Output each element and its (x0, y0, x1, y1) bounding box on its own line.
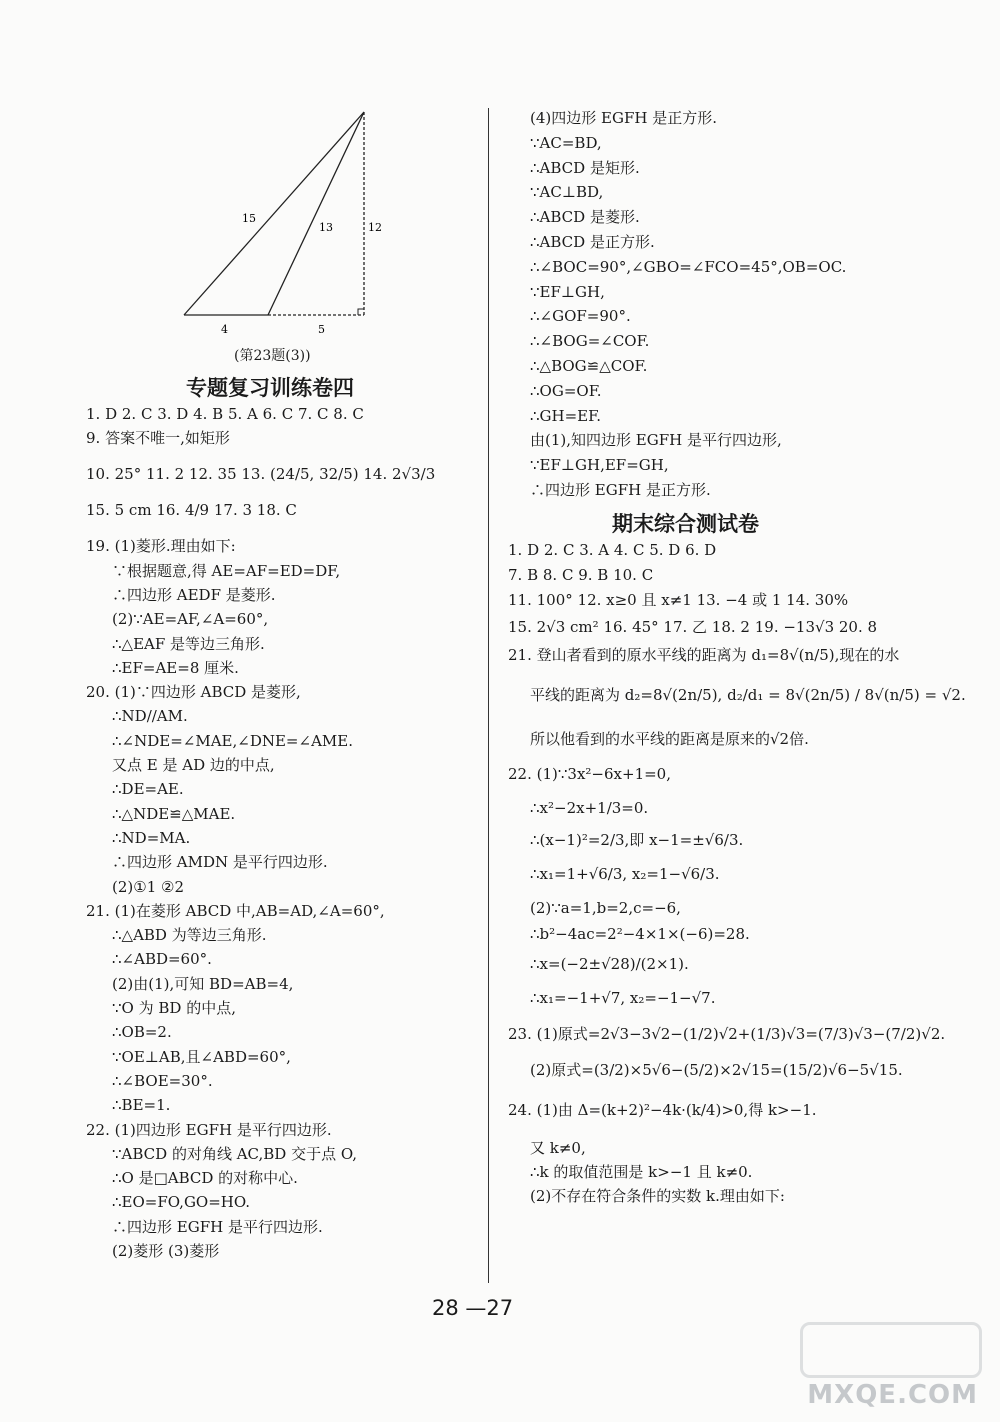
answer-line: (2)∵a=1,b=2,c=−6, (530, 899, 681, 917)
watermark-text: MXQE.COM (807, 1380, 978, 1410)
label-13: 13 (319, 221, 333, 234)
answer-line: (2)由(1),可知 BD=AB=4, (112, 974, 294, 993)
answer-line: ∴∠BOC=90°,∠GBO=∠FCO=45°,OB=OC. (530, 257, 847, 276)
answer-line: ∴ABCD 是正方形. (530, 233, 655, 251)
answer-line: ∴∠ABD=60°. (112, 950, 212, 969)
answer-line: ∴DE=AE. (112, 780, 184, 799)
figure-caption: (第23题(3)) (234, 348, 311, 364)
answer-line: (4)四边形 EGFH 是正方形. (530, 109, 717, 127)
answer-line: ∴ND//AM. (112, 707, 188, 726)
hypotenuse-13 (268, 112, 364, 315)
answer-line: 19. (1)菱形.理由如下: (86, 537, 236, 556)
hypotenuse-15 (184, 112, 364, 315)
answer-line: ∴OB=2. (112, 1023, 172, 1042)
section-title-final-exam: 期末综合测试卷 (612, 512, 759, 536)
answer-line: 所以他看到的水平线的距离是原来的√2倍. (530, 730, 809, 748)
answer-line: (2)∵AE=AF,∠A=60°, (112, 610, 269, 629)
answer-line: ∴△ABD 为等边三角形. (112, 926, 267, 945)
answer-line: 9. 答案不唯一,如矩形 (86, 429, 230, 448)
answer-line: ∴x=(−2±√28)/(2×1). (530, 955, 689, 973)
answer-line: 15. 2√3 cm² 16. 45° 17. 乙 18. 2 19. −13√3 20. 8 (508, 618, 878, 636)
answer-line: ∵EF⊥GH,EF=GH, (530, 456, 669, 475)
answer-line: ∴∠NDE=∠MAE,∠DNE=∠AME. (112, 731, 353, 750)
answer-line: 11. 100° 12. x≥0 且 x≠1 13. −4 或 1 14. 30% (508, 591, 849, 609)
answer-line: 22. (1)四边形 EGFH 是平行四边形. (86, 1120, 332, 1139)
answer-line: 又 k≠0, (530, 1139, 586, 1157)
answer-line: 24. (1)由 Δ=(k+2)²−4k·(k/4)>0,得 k>−1. (508, 1101, 817, 1119)
answer-line: 21. (1)在菱形 ABCD 中,AB=AD,∠A=60°, (86, 901, 385, 920)
answer-line: 22. (1)∵3x²−6x+1=0, (508, 765, 671, 783)
answer-line: ∴x₁=−1+√7, x₂=−1−√7. (530, 989, 716, 1007)
answer-line: 15. 5 cm 16. 4/9 17. 3 18. C (86, 501, 297, 520)
answer-line: ∵AC=BD, (530, 133, 602, 152)
answer-line: 1. D 2. C 3. A 4. C 5. D 6. D (508, 541, 717, 559)
answer-line: ∴△BOG≌△COF. (530, 357, 648, 375)
answer-line: ∴b²−4ac=2²−4×1×(−6)=28. (530, 925, 750, 943)
label-12: 12 (368, 221, 382, 234)
answer-line: ∴ABCD 是菱形. (530, 208, 640, 227)
answer-line: ∴EO=FO,GO=HO. (112, 1193, 251, 1212)
answer-line: 23. (1)原式=2√3−3√2−(1/2)√2+(1/3)√3=(7/3)√3−(7/2)√2. (508, 1025, 946, 1043)
answer-line: ∴△NDE≌△MAE. (112, 804, 236, 823)
answer-line: ∴∠BOE=30°. (112, 1071, 213, 1090)
label-5: 5 (318, 323, 325, 336)
answer-line: ∴OG=OF. (530, 381, 602, 400)
answer-line: ∴∠BOG=∠COF. (530, 332, 650, 351)
answer-line: ∴四边形 AMDN 是平行四边形. (112, 853, 328, 872)
answer-line: 平线的距离为 d₂=8√(2n/5), d₂/d₁ = 8√(2n/5) / 8√(n/5) = √2. (530, 686, 966, 704)
answer-line: ∵ABCD 的对角线 AC,BD 交于点 O, (112, 1144, 358, 1163)
answer-line: 又点 E 是 AD 边的中点, (112, 756, 275, 774)
answer-line: ∴x₁=1+√6/3, x₂=1−√6/3. (530, 865, 720, 883)
answer-line: ∴k 的取值范围是 k>−1 且 k≠0. (530, 1163, 753, 1181)
watermark-logo-icon (800, 1322, 982, 1378)
answer-line: ∴BE=1. (112, 1096, 171, 1115)
answer-line: ∴EF=AE=8 厘米. (112, 658, 239, 677)
answer-line: ∵OE⊥AB,且∠ABD=60°, (112, 1047, 291, 1066)
answer-line: ∴GH=EF. (530, 406, 601, 425)
answer-line: ∵AC⊥BD, (530, 183, 604, 202)
right-angle-mark (358, 309, 364, 315)
answer-line: 由(1),知四边形 EGFH 是平行四边形, (530, 431, 782, 450)
answer-line: (2)菱形 (3)菱形 (112, 1242, 220, 1260)
answer-line: 1. D 2. C 3. D 4. B 5. A 6. C 7. C 8. C (86, 405, 364, 423)
answer-line: ∵EF⊥GH, (530, 282, 605, 301)
answer-line: ∴四边形 EGFH 是正方形. (530, 481, 711, 499)
column-divider (488, 108, 489, 1283)
answer-line: ∵根据题意,得 AE=AF=ED=DF, (112, 561, 341, 580)
answer-line: ∴x²−2x+1/3=0. (530, 799, 649, 817)
answer-line: 7. B 8. C 9. B 10. C (508, 566, 654, 584)
answer-line: ∵O 为 BD 的中点, (112, 999, 236, 1017)
answer-line: ∴△EAF 是等边三角形. (112, 634, 265, 653)
answer-line: (2)原式=(3/2)×5√6−(5/2)×2√15=(15/2)√6−5√15. (530, 1061, 903, 1079)
answer-line: ∴ND=MA. (112, 828, 191, 847)
answer-line: (2)①1 ②2 (112, 877, 184, 896)
answer-line: ∴四边形 EGFH 是平行四边形. (112, 1217, 323, 1236)
page-number: 28 —27 (432, 1296, 514, 1320)
label-15: 15 (242, 212, 256, 225)
answer-line: ∴四边形 AEDF 是菱形. (112, 585, 276, 604)
answer-line: (2)不存在符合条件的实数 k.理由如下: (530, 1187, 785, 1205)
answer-line: ∴(x−1)²=2/3,即 x−1=±√6/3. (530, 831, 744, 849)
label-4: 4 (221, 323, 228, 336)
answer-line: 20. (1)∵四边形 ABCD 是菱形, (86, 683, 301, 702)
triangle-figure (176, 104, 382, 336)
answer-line: 21. 登山者看到的原水平线的距离为 d₁=8√(n/5),现在的水 (508, 646, 900, 664)
section-title-review-4: 专题复习训练卷四 (186, 376, 354, 400)
answer-line: ∴O 是□ABCD 的对称中心. (112, 1169, 298, 1188)
answer-line: ∴∠GOF=90°. (530, 307, 631, 326)
answer-line: 10. 25° 11. 2 12. 35 13. (24/5, 32/5) 14. 2√3/3 (86, 465, 436, 484)
answer-line: ∴ABCD 是矩形. (530, 158, 640, 177)
